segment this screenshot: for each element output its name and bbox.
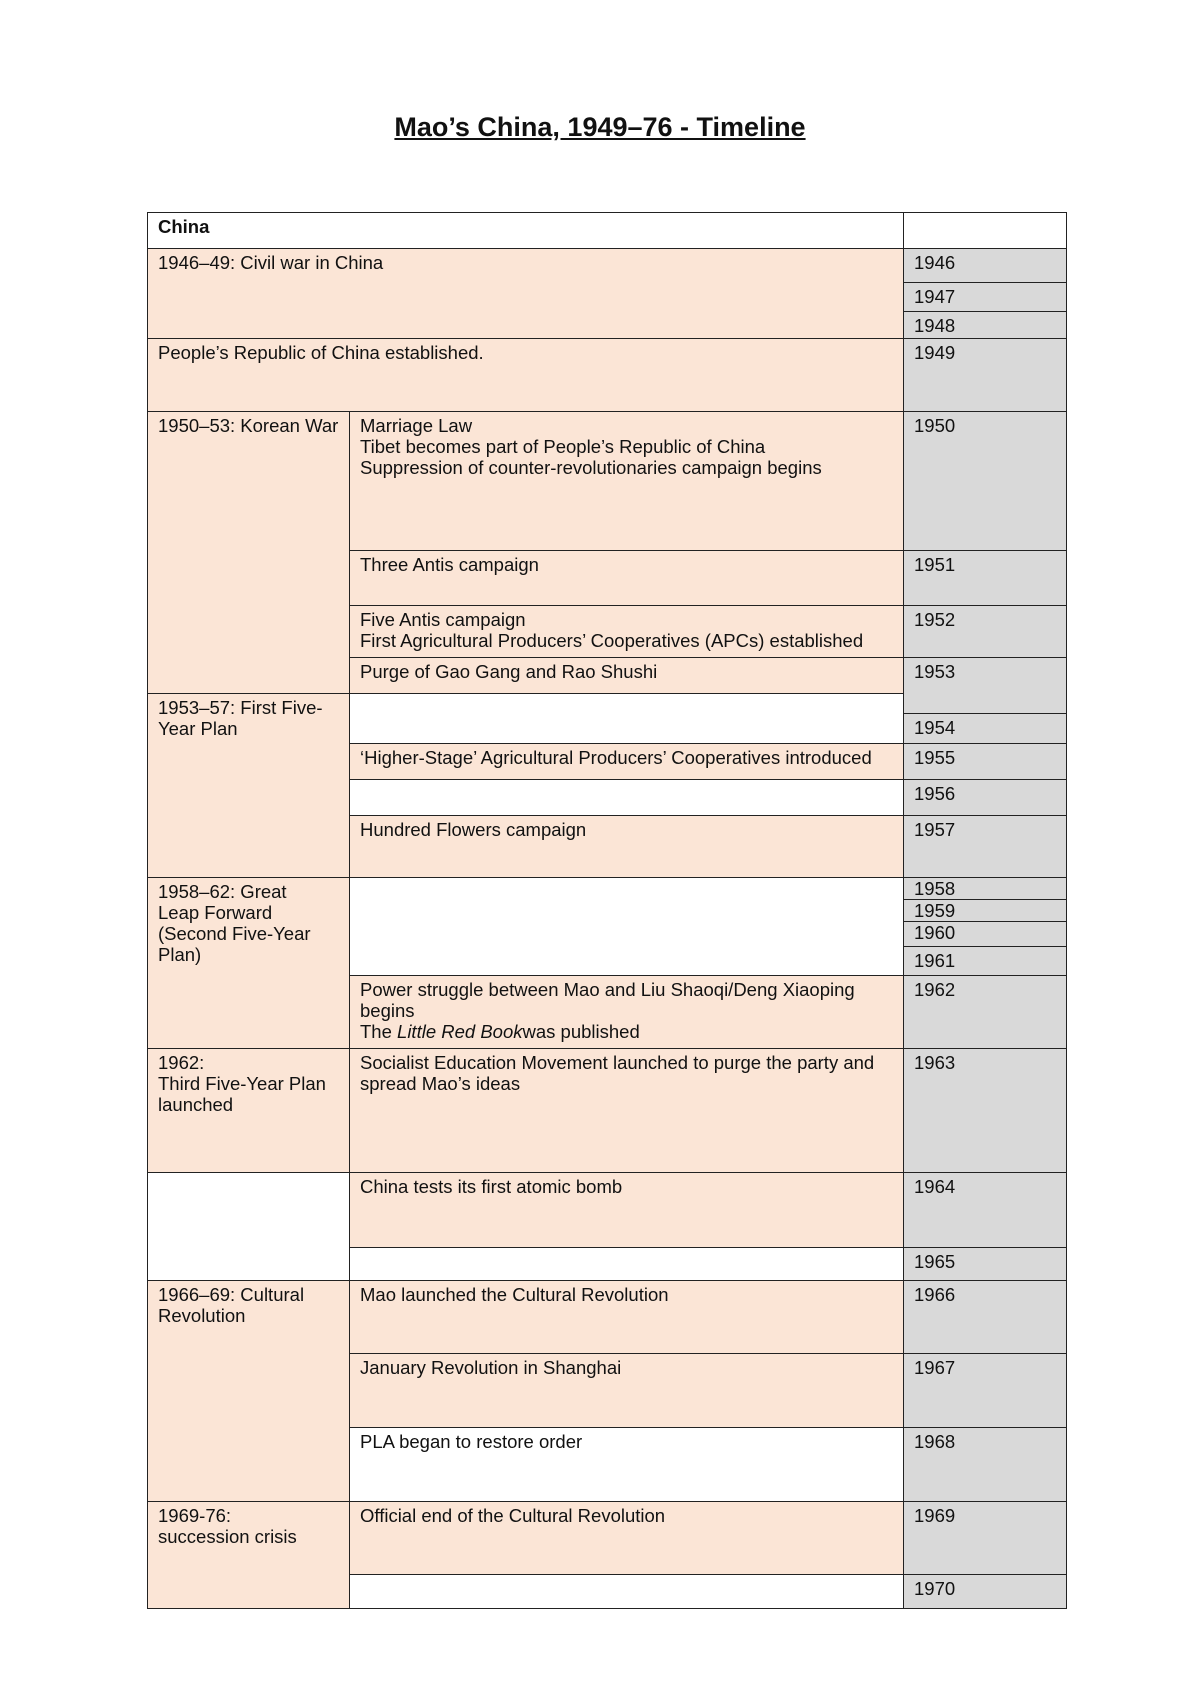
year-cell: 1947: [903, 282, 1067, 313]
event-1956-blank: [349, 779, 905, 817]
year-cell: 1963: [903, 1048, 1067, 1174]
page-title: Mao’s China, 1949–76 - Timeline: [394, 112, 806, 142]
year-cell: 1958: [903, 877, 1067, 901]
event-1950: [349, 411, 905, 552]
year-cell: 1961: [903, 946, 1067, 977]
year-cell: 1962: [903, 975, 1067, 1050]
year-cell: 1951: [903, 550, 1067, 607]
year-cell: 1952: [903, 605, 1067, 659]
header-year-blank: [903, 212, 1067, 250]
event-1954-blank: [349, 693, 905, 745]
year-cell: 1953: [903, 657, 1067, 715]
era-great-leap-forward: 1958–62: Great Leap Forward (Second Five-Year Plan): [147, 877, 351, 1050]
year-cell: 1964: [903, 1172, 1067, 1249]
event-1962-book-title: Little Red Book: [397, 1021, 523, 1042]
year-cell: 1959: [903, 899, 1067, 923]
year-cell: 1965: [903, 1247, 1067, 1282]
event-1958-61-blank: [349, 877, 905, 977]
year-cell: 1960: [903, 921, 1067, 948]
year-cell: 1954: [903, 713, 1067, 745]
event-1951: Three Antis campaign: [349, 550, 905, 607]
event-1968: PLA began to restore order: [349, 1427, 905, 1503]
era-cultural-revolution: 1966–69: Cultural Revolution: [147, 1280, 351, 1503]
era-korean-war: 1950–53: Korean War: [147, 411, 351, 695]
event-1952-line2: First Agricultural Producers’ Cooperatives (APCs) established: [360, 630, 864, 651]
event-1962-line1: Power struggle between Mao and Liu Shaoqi/Deng Xiaoping begins: [360, 979, 855, 1021]
year-cell: 1956: [903, 779, 1067, 817]
header-china: China: [147, 212, 905, 250]
event-1952-line1: Five Antis campaign: [360, 609, 526, 630]
event-1964: China tests its first atomic bomb: [349, 1172, 905, 1249]
era-succession-crisis: [147, 1501, 351, 1609]
event-1950-line1: Marriage Law: [360, 415, 473, 436]
year-cell: 1970: [903, 1574, 1067, 1609]
event-1953: Purge of Gao Gang and Rao Shushi: [349, 657, 905, 695]
year-cell: 1955: [903, 743, 1067, 781]
era-third-plan-line1: 1962:: [158, 1052, 205, 1073]
event-1970-blank: [349, 1574, 905, 1609]
event-1962-pre: The: [360, 1021, 398, 1042]
year-cell: 1950: [903, 411, 1067, 552]
event-1965-blank: [349, 1247, 905, 1282]
era-blank: [147, 1172, 351, 1282]
year-cell: 1948: [903, 311, 1067, 340]
year-cell: 1946: [903, 248, 1067, 284]
event-1952: [349, 605, 905, 659]
event-1969: Official end of the Cultural Revolution: [349, 1501, 905, 1576]
event-1962-post: was published: [522, 1021, 640, 1042]
event-1950-line3: Suppression of counter-revolutionaries campaign begins: [360, 457, 822, 478]
event-1967: January Revolution in Shanghai: [349, 1353, 905, 1429]
event-1950-line2: Tibet becomes part of People’s Republic of China: [360, 436, 766, 457]
year-cell: 1969: [903, 1501, 1067, 1576]
year-cell: 1968: [903, 1427, 1067, 1503]
era-first-five-year-plan: 1953–57: First Five-Year Plan: [147, 693, 351, 879]
event-1955: ‘Higher-Stage’ Agricultural Producers’ Cooperatives introduced: [349, 743, 905, 781]
event-prc-established: People’s Republic of China established.: [147, 338, 905, 413]
year-cell: 1957: [903, 815, 1067, 879]
era-third-plan-line2: Third Five-Year Plan launched: [158, 1073, 326, 1115]
event-civil-war: 1946–49: Civil war in China: [147, 248, 905, 340]
era-succession-line1: 1969-76:: [158, 1505, 232, 1526]
year-cell: 1967: [903, 1353, 1067, 1429]
event-1966: Mao launched the Cultural Revolution: [349, 1280, 905, 1355]
year-cell: 1966: [903, 1280, 1067, 1355]
event-1962: [349, 975, 905, 1050]
era-succession-line2: succession crisis: [158, 1526, 297, 1547]
event-1957: Hundred Flowers campaign: [349, 815, 905, 879]
era-third-five-year-plan: [147, 1048, 351, 1174]
event-1963: Socialist Education Movement launched to purge the party and spread Mao’s ideas: [349, 1048, 905, 1174]
year-cell: 1949: [903, 338, 1067, 413]
